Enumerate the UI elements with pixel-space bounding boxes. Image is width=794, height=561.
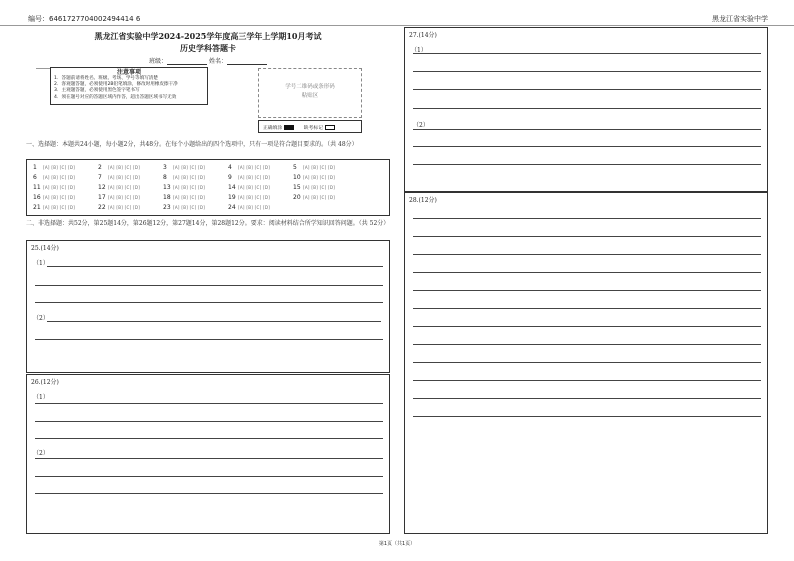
q25-sub1-label: （1） [33, 260, 49, 267]
notice-item: 4．须在题号对应的答题区域内作答，超出答题区域书写无效 [54, 94, 177, 100]
choice-item[interactable]: 15 [A] [B] [C] [D] [293, 184, 336, 191]
choice-item[interactable]: 23 [A] [B] [C] [D] [163, 204, 206, 211]
exam-number: 编号：6461727704002494414 6 [28, 15, 141, 23]
choice-item[interactable]: 2 [A] [B] [C] [D] [98, 164, 141, 171]
answer-line [35, 458, 383, 459]
answer-line [413, 398, 761, 399]
q25-sub2-label: （2） [33, 315, 49, 322]
notice-item: 3．主观题答题，必须使用黑色签字笔书写 [54, 88, 140, 94]
q26-sub2-label: （2） [33, 450, 49, 457]
correct-fill-label: 正确填涂 [263, 126, 283, 131]
answer-line [413, 53, 761, 54]
answer-line [35, 476, 383, 477]
answer-line [413, 290, 761, 291]
choice-item[interactable]: 21 [A] [B] [C] [D] [33, 204, 76, 211]
answer-line [35, 493, 383, 494]
answer-line [35, 285, 383, 286]
question-25-box[interactable] [26, 240, 390, 373]
notice-item: 2．客观题答题，必须使用2B铅笔填涂，修改时用橡皮擦干净 [54, 82, 178, 88]
answer-line [413, 272, 761, 273]
answer-line [47, 321, 381, 322]
answer-line [413, 129, 761, 130]
top-bar [0, 12, 794, 26]
page-number: 第1页（共1页） [378, 541, 416, 547]
barcode-label-2: 粘贴区 [301, 93, 319, 99]
exam-subtitle: 历史学科答题卡 [180, 43, 236, 53]
divider [36, 68, 50, 69]
absent-checkbox[interactable] [325, 125, 335, 130]
answer-line [413, 146, 761, 147]
choice-item[interactable]: 18 [A] [B] [C] [D] [163, 194, 206, 201]
answer-line [413, 362, 761, 363]
choice-item[interactable]: 14 [A] [B] [C] [D] [228, 184, 271, 191]
answer-line [413, 89, 761, 90]
choice-item[interactable]: 1 [A] [B] [C] [D] [33, 164, 76, 171]
choice-item[interactable]: 19 [A] [B] [C] [D] [228, 194, 271, 201]
q27-sub2-label: （2） [413, 122, 429, 129]
answer-line [413, 308, 761, 309]
filled-square-icon [284, 125, 294, 130]
student-info-row [26, 56, 390, 65]
answer-line [413, 254, 761, 255]
question-27-title: 27.(14分) [409, 32, 437, 39]
answer-line [413, 326, 761, 327]
answer-line [413, 218, 761, 219]
choice-item[interactable]: 4 [A] [B] [C] [D] [228, 164, 271, 171]
question-28-title: 28.(12分) [409, 197, 437, 204]
answer-line [413, 108, 761, 109]
choice-item[interactable]: 22 [A] [B] [C] [D] [98, 204, 141, 211]
choice-item[interactable]: 5 [A] [B] [C] [D] [293, 164, 336, 171]
choice-item[interactable]: 8 [A] [B] [C] [D] [163, 174, 206, 181]
school-name: 黑龙江省实验中学 [712, 15, 768, 23]
question-28-box[interactable] [404, 192, 768, 534]
choice-item[interactable]: 9 [A] [B] [C] [D] [228, 174, 271, 181]
choice-item[interactable]: 16 [A] [B] [C] [D] [33, 194, 76, 201]
answer-line [35, 339, 383, 340]
class-field[interactable] [167, 59, 207, 65]
section-one-instructions: 一、选择题：本题共24小题，每小题2分，共48分。在每个小题给出的四个选项中，只有一项是符合题目要求的。（共 48分） [26, 141, 358, 148]
name-label: 姓名： [208, 58, 227, 65]
answer-line [413, 71, 761, 72]
answer-line [35, 438, 383, 439]
choice-item[interactable]: 11 [A] [B] [C] [D] [33, 184, 76, 191]
answer-line [413, 416, 761, 417]
answer-line [413, 236, 761, 237]
choice-item[interactable]: 6 [A] [B] [C] [D] [33, 174, 76, 181]
class-label: 班级： [149, 58, 168, 65]
barcode-label: 学号二维码或条形码 [285, 84, 335, 90]
answer-line [413, 380, 761, 381]
choice-item[interactable]: 24 [A] [B] [C] [D] [228, 204, 271, 211]
choice-item[interactable]: 17 [A] [B] [C] [D] [98, 194, 141, 201]
q26-sub1-label: （1） [33, 394, 49, 401]
fill-legend [258, 120, 362, 133]
answer-line [413, 164, 761, 165]
q27-sub1-label: （1） [411, 47, 427, 54]
answer-line [35, 403, 383, 404]
choice-answer-grid [26, 159, 390, 216]
question-25-title: 25.(14分) [31, 245, 59, 252]
choice-item[interactable]: 3 [A] [B] [C] [D] [163, 164, 206, 171]
answer-line [47, 266, 383, 267]
absent-label: 缺考标记 [303, 126, 323, 131]
question-27-box[interactable] [404, 27, 768, 192]
answer-line [35, 302, 383, 303]
answer-line [35, 421, 383, 422]
question-26-box[interactable] [26, 374, 390, 534]
answer-line [413, 344, 761, 345]
barcode-area [258, 68, 362, 118]
choice-item[interactable]: 7 [A] [B] [C] [D] [98, 174, 141, 181]
choice-item[interactable]: 20 [A] [B] [C] [D] [293, 194, 336, 201]
notice-title: 注意事项 [116, 69, 141, 76]
section-two-instructions: 二、非选择题：共52分，第25题14分，第26题12分，第27题14分，第28题12分。要求：阅读材料结合所学知识回答问题。（共 52分） [26, 220, 390, 227]
notice-box [50, 67, 208, 105]
choice-item[interactable]: 13 [A] [B] [C] [D] [163, 184, 206, 191]
choice-item[interactable]: 10 [A] [B] [C] [D] [293, 174, 336, 181]
notice-item: 1．答题前请将姓名、班级、考场、学号等填写清楚 [54, 76, 158, 81]
name-field[interactable] [227, 59, 267, 65]
question-26-title: 26.(12分) [31, 379, 59, 386]
choice-item[interactable]: 12 [A] [B] [C] [D] [98, 184, 141, 191]
exam-title: 黑龙江省实验中学2024-2025学年度高三学年上学期10月考试 [94, 31, 322, 41]
